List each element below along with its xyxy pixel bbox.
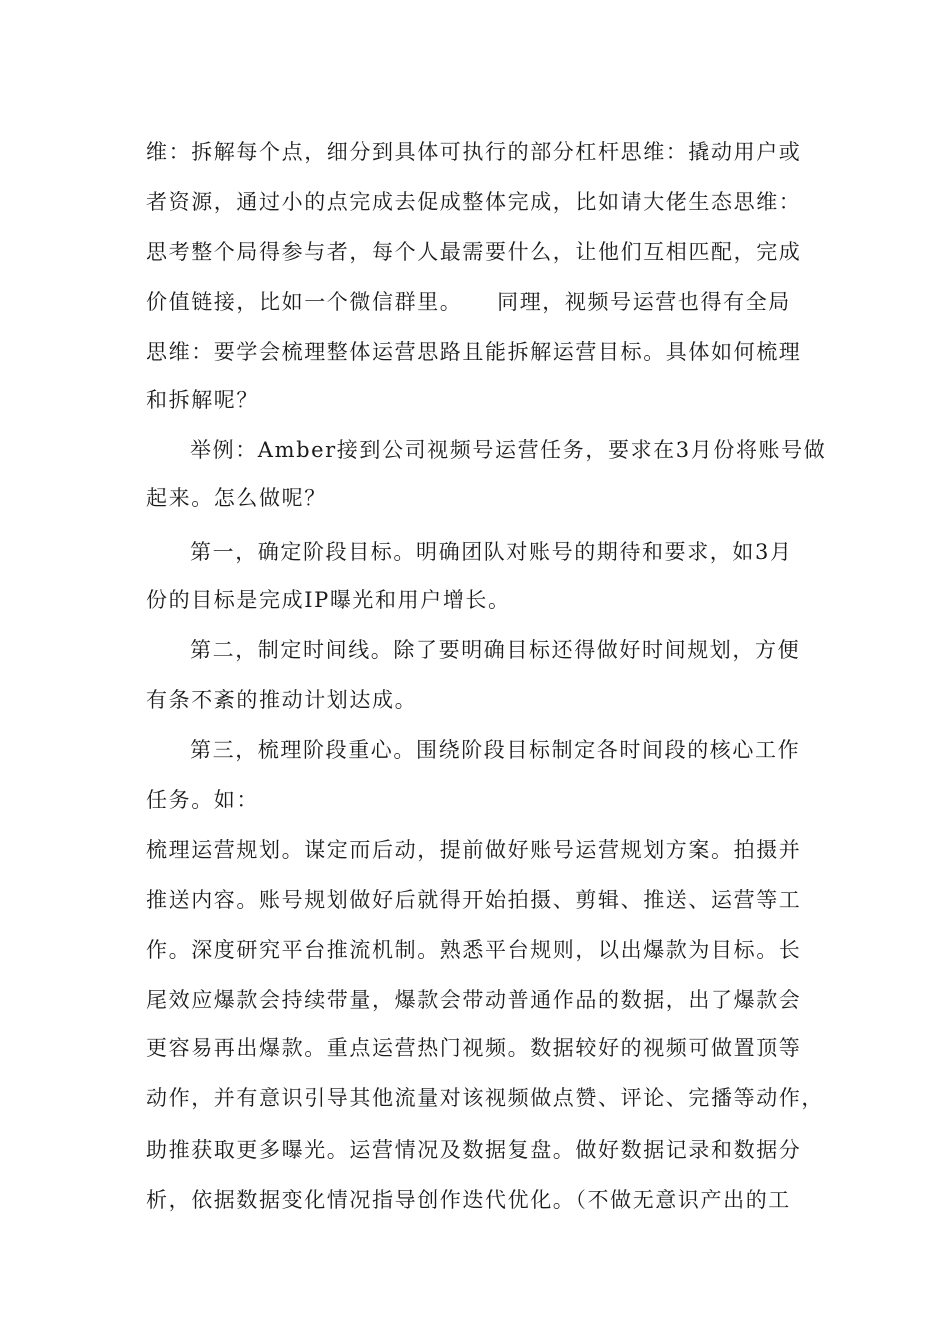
text-line: 更容易再出爆款。重点运营热门视频。数据较好的视频可做置顶等 xyxy=(146,1036,802,1060)
text-line: 尾效应爆款会持续带量，爆款会带动普通作品的数据，出了爆款会 xyxy=(146,988,802,1012)
text-line: 者资源，通过小的点完成去促成整体完成，比如请大佬生态思维： xyxy=(146,190,802,214)
text-line: 举例：Amber接到公司视频号运营任务，要求在3月份将账号做 xyxy=(190,438,827,462)
text-line: 和拆解呢？ xyxy=(146,388,259,412)
text-line: 有条不紊的推动计划达成。 xyxy=(146,688,418,712)
text-line: 起来。怎么做呢？ xyxy=(146,486,327,510)
text-line: 助推获取更多曝光。运营情况及数据复盘。做好数据记录和数据分 xyxy=(146,1138,802,1162)
text-line: 第二，制定时间线。除了要明确目标还得做好时间规划，方便 xyxy=(190,638,801,662)
text-line: 梳理运营规划。谋定而后动，提前做好账号运营规划方案。拍摄并 xyxy=(146,838,802,862)
text-line: 第三，梳理阶段重心。围绕阶段目标制定各时间段的核心工作 xyxy=(190,738,801,762)
text-line: 思维：要学会梳理整体运营思路且能拆解运营目标。具体如何梳理 xyxy=(146,340,802,364)
text-line: 思考整个局得参与者，每个人最需要什么，让他们互相匹配，完成 xyxy=(146,240,802,264)
text-line: 推送内容。账号规划做好后就得开始拍摄、剪辑、推送、运营等工 xyxy=(146,888,802,912)
text-line: 第一，确定阶段目标。明确团队对账号的期待和要求，如3月 xyxy=(190,540,793,564)
text-line: 份的目标是完成IP曝光和用户增长。 xyxy=(146,588,511,612)
text-line: 作。深度研究平台推流机制。熟悉平台规则，以出爆款为目标。长 xyxy=(146,938,802,962)
text-line: 动作，并有意识引导其他流量对该视频做点赞、评论、完播等动作， xyxy=(146,1086,824,1110)
text-line: 析，依据数据变化情况指导创作迭代优化。（不做无意识产出的工 xyxy=(146,1188,791,1212)
text-line: 维：拆解每个点，细分到具体可执行的部分杠杆思维：撬动用户或 xyxy=(146,140,802,164)
text-line: 任务。如： xyxy=(146,788,259,812)
text-line: 价值链接，比如一个微信群里。 同理，视频号运营也得有全局 xyxy=(146,290,791,314)
